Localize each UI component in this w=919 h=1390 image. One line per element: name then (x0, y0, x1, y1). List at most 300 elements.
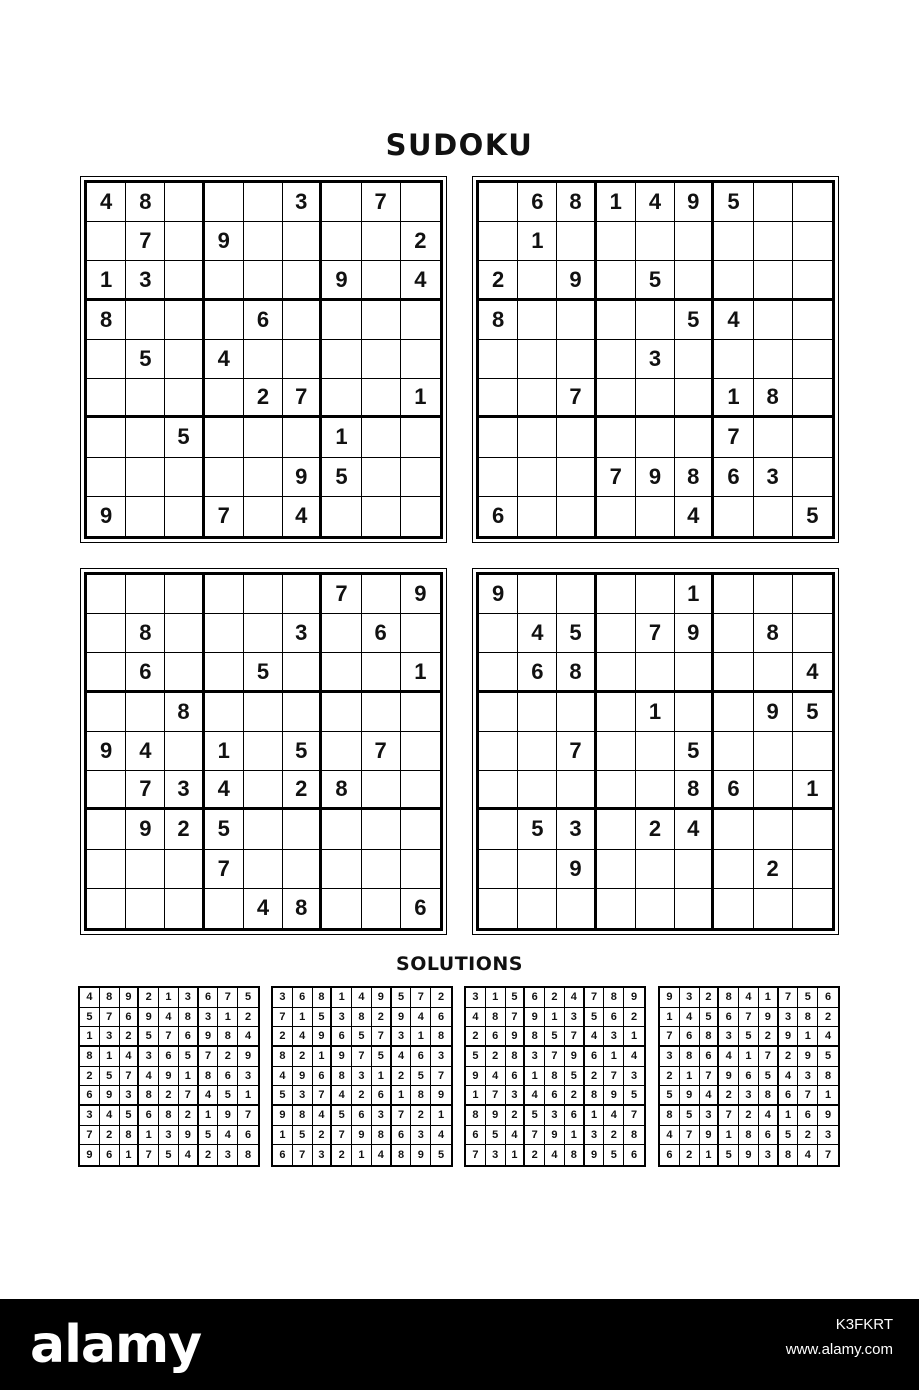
solution-cell: 5 (466, 1047, 486, 1067)
solution-cell: 5 (779, 1126, 799, 1146)
puzzle-cell: 2 (165, 810, 204, 849)
solution-cell: 1 (179, 1067, 199, 1087)
puzzle-cell (205, 183, 244, 222)
puzzle-cell (793, 183, 832, 222)
solution-cell: 2 (218, 1047, 238, 1067)
puzzle-cell (283, 653, 322, 692)
puzzle-cell: 7 (283, 379, 322, 418)
solution-cell: 5 (100, 1067, 120, 1087)
solution-cell: 2 (372, 1008, 392, 1028)
puzzle-cell: 8 (557, 183, 596, 222)
solution-cell: 3 (100, 1027, 120, 1047)
puzzle-cell (518, 379, 557, 418)
solution-cell: 9 (739, 1145, 759, 1165)
puzzle-cell: 5 (557, 614, 596, 653)
solution-cell: 8 (120, 1126, 140, 1146)
solution-cell: 4 (466, 1008, 486, 1028)
puzzle-cell (322, 379, 361, 418)
solution-cell: 5 (218, 1086, 238, 1106)
solution-cell: 6 (411, 1047, 431, 1067)
solution-cell: 9 (779, 1027, 799, 1047)
solution-cell: 4 (120, 1047, 140, 1067)
puzzle-cell (87, 222, 126, 261)
solution-cell: 6 (466, 1126, 486, 1146)
solution-cell: 1 (199, 1106, 219, 1126)
solution-cell: 6 (431, 1008, 451, 1028)
solution-cell: 1 (392, 1086, 412, 1106)
solution-cell: 3 (739, 1086, 759, 1106)
puzzle-cell (675, 222, 714, 261)
solution-cell: 1 (100, 1047, 120, 1067)
puzzle-cell: 8 (87, 301, 126, 340)
solution-cell: 1 (680, 1067, 700, 1087)
puzzle-cell (322, 810, 361, 849)
puzzle-cell (793, 301, 832, 340)
solution-cell: 6 (179, 1027, 199, 1047)
puzzle-cell (597, 889, 636, 928)
puzzle-cell: 9 (87, 497, 126, 536)
puzzle-cell: 5 (126, 340, 165, 379)
puzzle-cell (362, 261, 401, 300)
puzzle-cell (362, 889, 401, 928)
puzzle-cell: 7 (322, 575, 361, 614)
puzzle-cell (557, 575, 596, 614)
solution-cell: 5 (660, 1086, 680, 1106)
solution-cell: 8 (100, 988, 120, 1008)
solution-cell: 9 (431, 1086, 451, 1106)
solution-cell: 3 (486, 1145, 506, 1165)
puzzle-cell (322, 222, 361, 261)
solution-cell: 5 (159, 1145, 179, 1165)
puzzle-cell (714, 575, 753, 614)
puzzle-cell: 4 (518, 614, 557, 653)
puzzle-cell (165, 261, 204, 300)
solution-cell: 2 (466, 1027, 486, 1047)
solution-cell: 8 (604, 988, 624, 1008)
puzzle-cell (126, 575, 165, 614)
puzzle-cell (754, 732, 793, 771)
puzzle-cell (165, 458, 204, 497)
puzzle-cell: 8 (754, 379, 793, 418)
solution-cell: 5 (585, 1008, 605, 1028)
puzzle-cell (126, 301, 165, 340)
puzzle-cell (205, 418, 244, 457)
solution-cell: 1 (139, 1126, 159, 1146)
solution-cell: 5 (506, 988, 526, 1008)
puzzle-cell: 5 (322, 458, 361, 497)
puzzle-cell (401, 614, 440, 653)
puzzle-cell: 8 (283, 889, 322, 928)
puzzle-cell: 6 (479, 497, 518, 536)
solution-cell: 2 (392, 1067, 412, 1087)
solution-cell: 5 (438, 1149, 445, 1162)
solution-cell: 4 (179, 1145, 199, 1165)
puzzle-cell: 2 (754, 850, 793, 889)
puzzle-cell (597, 653, 636, 692)
solution-cell: 5 (273, 1086, 293, 1106)
solution-cell: 5 (700, 1008, 720, 1028)
solution-cell: 5 (120, 1106, 140, 1126)
puzzle-cell: 8 (754, 614, 793, 653)
solution-cell: 9 (700, 1126, 720, 1146)
solution-cell: 6 (739, 1067, 759, 1087)
solution-cell: 3 (624, 1067, 644, 1087)
puzzle-cell (205, 575, 244, 614)
puzzle-cell (675, 418, 714, 457)
puzzle-cell: 8 (126, 614, 165, 653)
solution-cell: 3 (332, 1008, 352, 1028)
puzzle-cell (793, 850, 832, 889)
solution-cell: 4 (313, 1106, 333, 1126)
puzzle-cell: 9 (479, 575, 518, 614)
puzzle-cell (244, 222, 283, 261)
puzzle-cell (597, 575, 636, 614)
solution-cell: 3 (818, 1126, 838, 1146)
solution-cell: 9 (139, 1008, 159, 1028)
puzzle-cell (793, 889, 832, 928)
puzzle-cell (126, 418, 165, 457)
puzzle-cell (205, 693, 244, 732)
solution-cell: 4 (159, 1008, 179, 1028)
solution-cell: 2 (139, 988, 159, 1008)
puzzle-cell (675, 653, 714, 692)
solution-cell: 1 (273, 1126, 293, 1146)
solutions-title: SOLUTIONS (396, 953, 523, 975)
puzzle-cell (205, 889, 244, 928)
solution-cell: 9 (392, 1008, 412, 1028)
solution-cell: 2 (818, 1008, 838, 1028)
puzzle-cell: 7 (557, 732, 596, 771)
puzzle-cell: 9 (557, 850, 596, 889)
solution-cell: 6 (700, 1047, 720, 1067)
solution-cell: 1 (313, 1047, 333, 1067)
solution-cell: 4 (506, 1126, 526, 1146)
puzzle-cell: 1 (597, 183, 636, 222)
puzzle-grid (84, 572, 443, 931)
puzzle-cell (87, 575, 126, 614)
solution-cell: 1 (411, 1027, 431, 1047)
puzzle-cell (636, 301, 675, 340)
puzzle-cell (518, 771, 557, 810)
puzzle-cell: 9 (87, 732, 126, 771)
solution-cell: 9 (759, 1008, 779, 1028)
puzzle-cell: 8 (322, 771, 361, 810)
puzzle-cell (714, 693, 753, 732)
puzzle-cell (126, 693, 165, 732)
puzzle-cell (636, 653, 675, 692)
puzzle-cell: 8 (126, 183, 165, 222)
puzzle-cell: 6 (126, 653, 165, 692)
puzzle-cell (401, 418, 440, 457)
puzzle-cell (636, 379, 675, 418)
solution-cell: 8 (352, 1008, 372, 1028)
solution-cell: 2 (798, 1126, 818, 1146)
puzzle-cell (518, 301, 557, 340)
solution-cell: 3 (525, 1047, 545, 1067)
solution-cell: 2 (604, 1126, 624, 1146)
puzzle-cell: 5 (244, 653, 283, 692)
solution-cell: 9 (293, 1067, 313, 1087)
puzzle-cell: 9 (636, 458, 675, 497)
solution-cell: 8 (139, 1086, 159, 1106)
puzzle-cell: 7 (714, 418, 753, 457)
solution-cell: 8 (372, 1126, 392, 1146)
puzzle-cell (322, 693, 361, 732)
puzzle-cell (479, 850, 518, 889)
solution-cell: 4 (293, 1027, 313, 1047)
solution-cell: 7 (159, 1027, 179, 1047)
puzzle-cell (518, 458, 557, 497)
puzzle-cell (87, 458, 126, 497)
solution-cell: 4 (660, 1126, 680, 1146)
puzzle-cell (283, 810, 322, 849)
solution-cell: 4 (624, 1047, 644, 1067)
puzzle-cell (754, 183, 793, 222)
puzzle-cell (362, 418, 401, 457)
puzzle-cell (165, 850, 204, 889)
puzzle-cell: 2 (636, 810, 675, 849)
puzzle-cell: 7 (557, 379, 596, 418)
puzzle-cell: 9 (754, 693, 793, 732)
puzzle-cell (793, 379, 832, 418)
solution-grid (78, 986, 260, 1167)
puzzle-cell (244, 732, 283, 771)
puzzle-cell: 4 (244, 889, 283, 928)
solution-cell: 3 (680, 988, 700, 1008)
solution-cell: 2 (680, 1145, 700, 1165)
solution-cell: 3 (466, 988, 486, 1008)
puzzle-cell (557, 340, 596, 379)
solution-cell: 3 (798, 1067, 818, 1087)
puzzle-cell: 6 (414, 895, 427, 921)
solution-cell: 5 (139, 1027, 159, 1047)
puzzle-cell (165, 340, 204, 379)
puzzle-cell (401, 183, 440, 222)
solution-cell: 9 (719, 1067, 739, 1087)
puzzle-cell: 4 (675, 497, 714, 536)
solution-cell: 6 (238, 1126, 258, 1146)
solution-cell: 3 (545, 1106, 565, 1126)
puzzle-cell (322, 340, 361, 379)
solution-cell: 7 (700, 1067, 720, 1087)
solution-cell: 7 (179, 1086, 199, 1106)
puzzle-cell (126, 889, 165, 928)
puzzle-cell (754, 575, 793, 614)
puzzle-cell (754, 497, 793, 536)
solution-cell: 2 (159, 1086, 179, 1106)
solution-cell: 9 (313, 1027, 333, 1047)
solution-cell: 8 (218, 1027, 238, 1047)
puzzle-cell (793, 418, 832, 457)
puzzle-cell (636, 771, 675, 810)
puzzle-cell (793, 810, 832, 849)
solution-cell: 6 (80, 1086, 100, 1106)
solution-cell: 8 (392, 1145, 412, 1165)
solution-cell: 5 (680, 1106, 700, 1126)
puzzle-cell (518, 693, 557, 732)
puzzle-cell (165, 497, 204, 536)
solution-cell: 9 (466, 1067, 486, 1087)
puzzle-cell (362, 497, 401, 536)
puzzle-cell (322, 183, 361, 222)
solution-cell: 4 (199, 1086, 219, 1106)
solution-cell: 8 (719, 988, 739, 1008)
solution-cell: 3 (238, 1067, 258, 1087)
puzzle-cell: 4 (205, 771, 244, 810)
solution-cell: 4 (392, 1047, 412, 1067)
solution-cell: 3 (759, 1145, 779, 1165)
solution-grid (271, 986, 453, 1167)
solution-cell: 2 (352, 1086, 372, 1106)
solution-cell: 2 (545, 988, 565, 1008)
solution-cell: 2 (273, 1027, 293, 1047)
solution-cell: 8 (624, 1126, 644, 1146)
puzzle-cell (401, 810, 440, 849)
solution-cell: 6 (818, 988, 838, 1008)
puzzle-cell (401, 850, 440, 889)
sudoku-solution-4 (658, 986, 840, 1167)
solution-cell: 7 (80, 1126, 100, 1146)
solution-cell: 5 (486, 1126, 506, 1146)
puzzle-cell (557, 497, 596, 536)
puzzle-cell (165, 614, 204, 653)
puzzle-cell (244, 261, 283, 300)
solution-cell: 9 (565, 1047, 585, 1067)
puzzle-cell (87, 889, 126, 928)
puzzle-cell (87, 771, 126, 810)
puzzle-cell (518, 418, 557, 457)
solution-cell: 2 (199, 1145, 219, 1165)
solution-cell: 5 (545, 1027, 565, 1047)
puzzle-cell: 1 (205, 732, 244, 771)
puzzle-grid (476, 180, 835, 539)
solution-cell: 9 (199, 1027, 219, 1047)
solution-cell: 3 (159, 1126, 179, 1146)
puzzle-cell (793, 458, 832, 497)
solution-cell: 9 (159, 1067, 179, 1087)
puzzle-cell (754, 810, 793, 849)
solution-cell: 6 (100, 1145, 120, 1165)
solution-cell: 2 (431, 988, 451, 1008)
solution-cell: 6 (139, 1106, 159, 1126)
solution-cell: 7 (739, 1008, 759, 1028)
puzzle-cell (322, 850, 361, 889)
puzzle-cell (205, 458, 244, 497)
puzzle-cell (362, 301, 401, 340)
puzzle-cell: 4 (87, 183, 126, 222)
puzzle-cell (518, 261, 557, 300)
solution-cell: 8 (700, 1027, 720, 1047)
puzzle-cell (479, 889, 518, 928)
puzzle-cell (597, 693, 636, 732)
solution-cell: 3 (585, 1126, 605, 1146)
solution-cell: 8 (525, 1027, 545, 1047)
puzzle-cell (597, 771, 636, 810)
puzzle-cell: 6 (714, 771, 753, 810)
solution-cell: 9 (120, 988, 140, 1008)
solution-cell: 7 (238, 1106, 258, 1126)
puzzle-cell (793, 575, 832, 614)
solution-cell: 8 (293, 1106, 313, 1126)
solution-cell: 7 (273, 1008, 293, 1028)
solution-cell: 2 (759, 1027, 779, 1047)
solution-cell: 5 (798, 988, 818, 1008)
solution-cell: 3 (352, 1067, 372, 1087)
puzzle-cell: 7 (597, 458, 636, 497)
solution-cell: 1 (238, 1086, 258, 1106)
solution-grid (658, 986, 840, 1167)
solution-cell: 4 (680, 1008, 700, 1028)
solution-cell: 4 (779, 1067, 799, 1087)
puzzle-cell (636, 497, 675, 536)
puzzle-cell (479, 810, 518, 849)
solution-cell: 2 (506, 1106, 526, 1126)
puzzle-cell (283, 261, 322, 300)
solution-cell: 3 (779, 1008, 799, 1028)
solution-cell: 3 (506, 1086, 526, 1106)
puzzle-cell: 9 (126, 810, 165, 849)
solution-cell: 1 (80, 1027, 100, 1047)
solution-cell: 2 (739, 1106, 759, 1126)
puzzle-cell (401, 693, 440, 732)
solution-cell: 5 (411, 1067, 431, 1087)
solution-cell: 6 (585, 1047, 605, 1067)
solution-cell: 9 (506, 1027, 526, 1047)
puzzle-cell (518, 850, 557, 889)
solution-cell: 7 (352, 1047, 372, 1067)
solution-cell: 1 (120, 1145, 140, 1165)
puzzle-cell (479, 614, 518, 653)
puzzle-cell (362, 340, 401, 379)
puzzle-cell: 7 (205, 497, 244, 536)
puzzle-cell: 5 (165, 418, 204, 457)
puzzle-cell (793, 261, 832, 300)
sudoku-puzzle-2 (472, 176, 839, 543)
solution-cell: 9 (798, 1047, 818, 1067)
solution-cell: 6 (798, 1106, 818, 1126)
puzzle-cell (87, 379, 126, 418)
puzzle-cell (714, 810, 753, 849)
puzzle-cell (244, 183, 283, 222)
puzzle-cell (793, 732, 832, 771)
solution-cell: 7 (680, 1126, 700, 1146)
solution-cell: 8 (431, 1027, 451, 1047)
alamy-logo: alamy (30, 1315, 202, 1375)
puzzle-cell (362, 850, 401, 889)
solution-cell: 3 (411, 1126, 431, 1146)
solution-cell: 9 (545, 1126, 565, 1146)
puzzle-cell (793, 340, 832, 379)
puzzle-cell (675, 379, 714, 418)
solution-cell: 8 (739, 1126, 759, 1146)
puzzle-cell (165, 379, 204, 418)
puzzle-cell (714, 653, 753, 692)
solution-cell: 3 (199, 1008, 219, 1028)
solution-cell: 8 (273, 1047, 293, 1067)
solution-cell: 6 (486, 1027, 506, 1047)
puzzle-cell (557, 301, 596, 340)
solution-cell: 4 (372, 1145, 392, 1165)
puzzle-cell (479, 183, 518, 222)
solution-cell: 9 (525, 1008, 545, 1028)
solution-cell: 8 (411, 1086, 431, 1106)
puzzle-cell (401, 771, 440, 810)
puzzle-cell (283, 418, 322, 457)
solution-cell: 7 (218, 988, 238, 1008)
solution-cell: 6 (525, 988, 545, 1008)
puzzle-cell (244, 614, 283, 653)
solution-cell: 8 (245, 1149, 252, 1162)
